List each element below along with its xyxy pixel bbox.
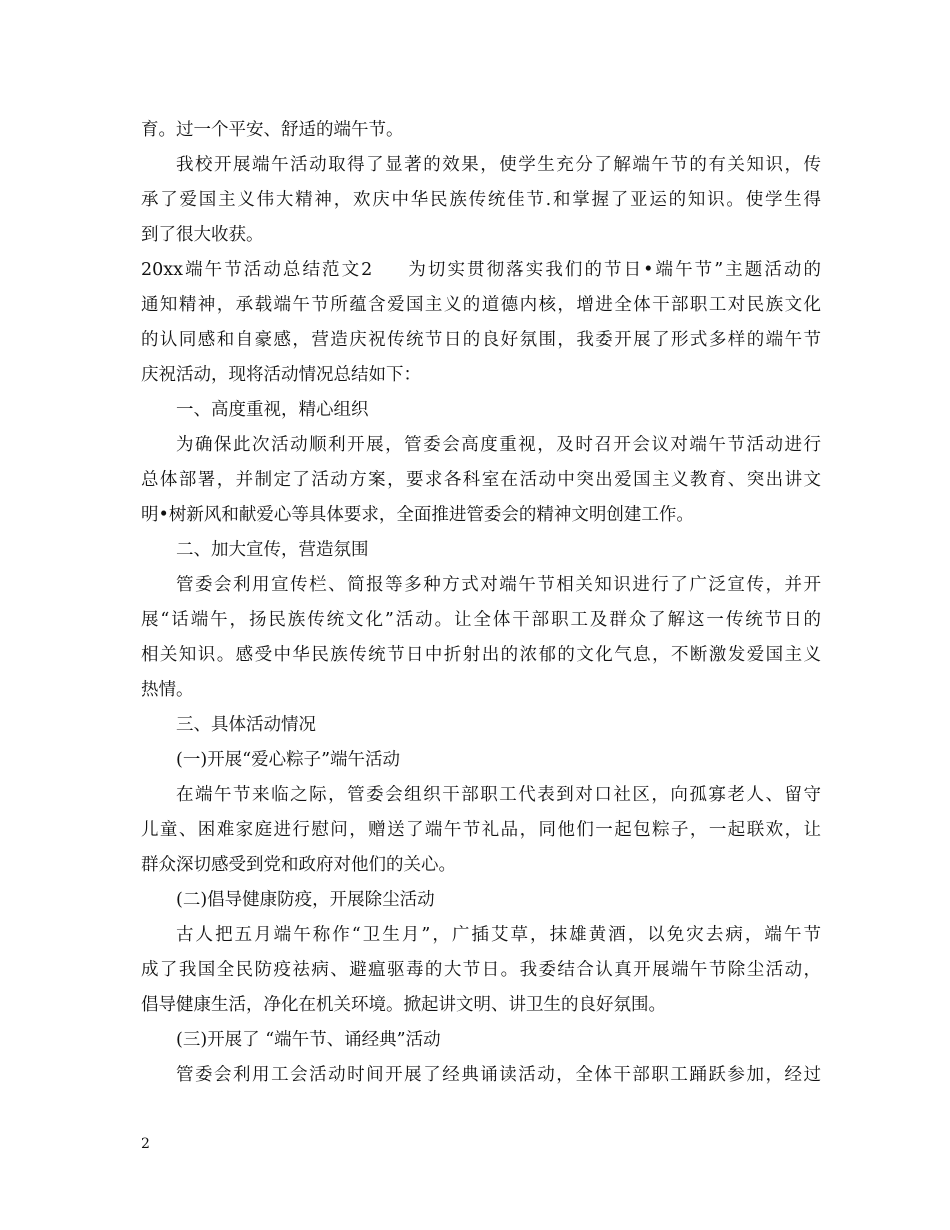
paragraph-line: 管委会利用宣传栏、简报等多种方式对端午节相关知识进行了广泛宣传，并开 — [176, 575, 821, 595]
paragraph-line: 庆祝活动，现将活动情况总结如下： — [141, 365, 421, 385]
section-heading: 一、高度重视，精心组织 — [176, 400, 369, 420]
paragraph-line: 育。过一个平安、舒适的端午节。 — [141, 120, 404, 140]
paragraph-line: 管委会利用工会活动时间开展了经典诵读活动，全体干部职工踊跃参加，经过 — [176, 1065, 821, 1085]
paragraph-line: 总体部署，并制定了活动方案，要求各科室在活动中突出爱国主义教育、突出讲文 — [141, 470, 821, 490]
paragraph-line: 到了很大收获。 — [141, 225, 264, 245]
paragraph-line: 儿童、困难家庭进行慰问，赠送了端午节礼品，同他们一起包粽子，一起联欢，让 — [141, 820, 821, 840]
article-title: 20xx端午节活动总结范文2 — [141, 260, 373, 280]
paragraph-line: 为确保此次活动顺利开展，管委会高度重视，及时召开会议对端午节活动进行 — [176, 435, 821, 455]
subsection-heading: (二)倡导健康防疫，开展除尘活动 — [176, 890, 435, 910]
paragraph-line: 明•树新风和献爱心等具体要求，全面推进管委会的精神文明创建工作。 — [141, 505, 694, 525]
paragraph-line: 成了我国全民防疫祛病、避瘟驱毒的大节日。我委结合认真开展端午节除尘活动， — [141, 960, 821, 980]
paragraph-line: 热情。 — [141, 680, 194, 700]
paragraph-line: 在端午节来临之际，管委会组织干部职工代表到对口社区，向孤寡老人、留守 — [176, 785, 821, 805]
page-number: 2 — [141, 1136, 150, 1152]
paragraph-line: 承了爱国主义伟大精神，欢庆中华民族传统佳节.和掌握了亚运的知识。使学生得 — [141, 190, 821, 210]
paragraph-line: 相关知识。感受中华民族传统节日中折射出的浓郁的文化气息，不断激发爱国主义 — [141, 645, 821, 665]
paragraph-line: 古人把五月端午称作“卫生月”，广插艾草，抹雄黄酒，以免灾去病，端午节 — [176, 925, 821, 945]
section-heading: 二、加大宣传，营造氛围 — [176, 540, 369, 560]
subsection-heading: (三)开展了 “端午节、诵经典”活动 — [176, 1030, 441, 1050]
paragraph-line: 倡导健康生活，净化在机关环境。掀起讲文明、讲卫生的良好氛围。 — [141, 995, 666, 1015]
paragraph-line: 我校开展端午活动取得了显著的效果，使学生充分了解端午节的有关知识，传 — [176, 155, 821, 175]
subsection-heading: (一)开展“爱心粽子”端午活动 — [176, 750, 401, 770]
section-heading-line — [141, 257, 821, 283]
section-heading: 三、具体活动情况 — [176, 715, 316, 735]
paragraph-line: 展“话端午，扬民族传统文化”活动。让全体干部职工及群众了解这一传统节日的 — [141, 610, 821, 630]
paragraph-line: 群众深切感受到党和政府对他们的关心。 — [141, 855, 456, 875]
paragraph-line: 的认同感和自豪感，营造庆祝传统节日的良好氛围，我委开展了形式多样的端午节 — [141, 330, 821, 350]
paragraph-text: 为切实贯彻落实我们的节日•端午节”主题活动的 — [406, 260, 821, 280]
paragraph-line: 通知精神，承载端午节所蕴含爱国主义的道德内核，增进全体干部职工对民族文化 — [141, 295, 821, 315]
